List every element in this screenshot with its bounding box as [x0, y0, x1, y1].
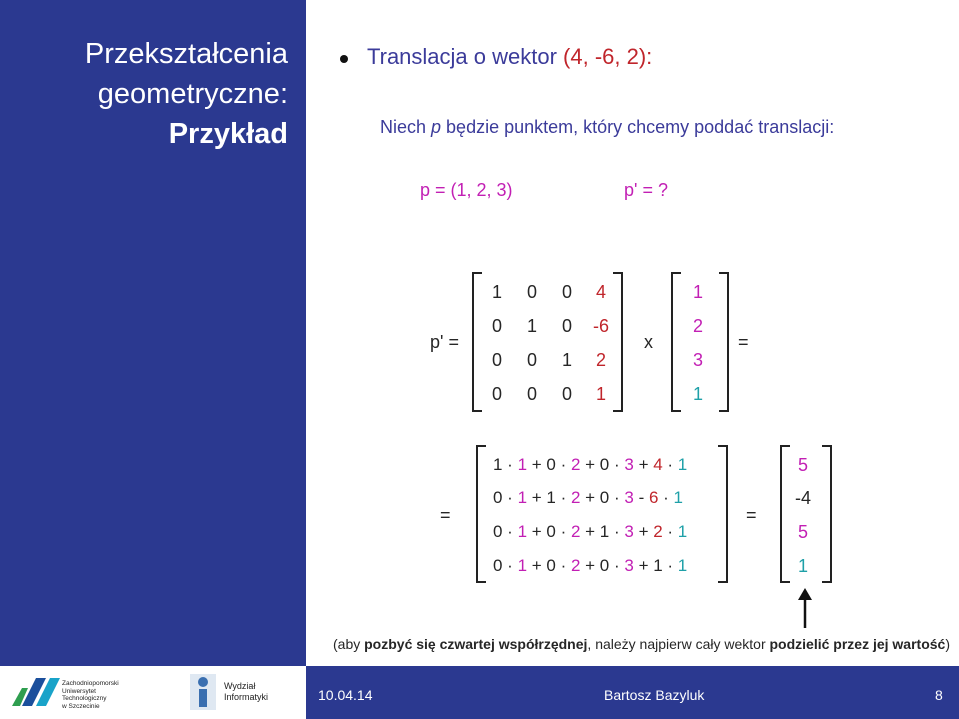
zut-line-4: w Szczecinie — [62, 702, 100, 710]
footer-author: Bartosz Bazyluk — [604, 687, 705, 703]
eq1-lhs: p' = — [430, 332, 459, 352]
expansion-part: + 0 · — [527, 455, 571, 474]
expansion-part: 2 — [653, 522, 663, 541]
footer-date: 10.04.14 — [318, 687, 373, 703]
matrix-cell: 0 — [526, 384, 537, 404]
expansion-row — [493, 522, 687, 542]
matrix-cell: 2 — [595, 350, 606, 370]
intro-var: p — [431, 117, 442, 137]
zut-line-2: Uniwersytet — [62, 687, 96, 695]
zut-line-3: Technologiczny — [62, 695, 107, 702]
expansion-part: + 0 · — [580, 488, 625, 507]
note-p1: (aby — [333, 636, 365, 652]
note-b1: pozbyć się czwartej współrzędnej — [364, 636, 588, 652]
expansion-part: + 1 · — [580, 522, 625, 541]
matrix-cell: 0 — [561, 384, 572, 404]
matrix-cell: 1 — [561, 350, 572, 370]
expansion-part: + 0 · — [580, 556, 625, 575]
arrow-up-icon — [795, 588, 815, 628]
expansion-part: + 0 · — [527, 522, 571, 541]
vector-cell: 2 — [692, 316, 703, 336]
matrix-cell: 1 — [491, 282, 502, 302]
expansion-part: 1 — [517, 488, 528, 507]
bullet-icon — [340, 55, 348, 63]
expansion-part: 2 — [570, 488, 581, 507]
title-line-2: geometryczne: — [97, 78, 288, 110]
wi-line-1: Wydział — [224, 681, 256, 691]
result-right-bracket — [822, 445, 832, 583]
matrix-cell: 1 — [526, 316, 537, 336]
result-cell: -4 — [794, 488, 811, 508]
wi-line-2: Informatyki — [224, 692, 269, 702]
expansion-part: 0 · — [493, 556, 518, 575]
slide-section-title — [8, 34, 288, 154]
title-line-3: Przykład — [168, 118, 288, 150]
expansion-part: 2 — [570, 455, 581, 474]
expansion-row — [493, 556, 687, 576]
vector-cell: 3 — [692, 350, 703, 370]
matrix-cell: 0 — [526, 350, 537, 370]
eq2-lhs: = — [440, 505, 451, 525]
matrix-cell: 0 — [561, 316, 572, 336]
expansion-part: 0 · — [493, 522, 518, 541]
vector-cell: 1 — [692, 282, 703, 302]
matrix-cell: -6 — [592, 316, 609, 336]
point-p-prime: p' = ? — [624, 180, 668, 200]
zut-logo-icon — [12, 676, 64, 708]
expansion-part: 3 — [624, 522, 634, 541]
expansion-part: 3 — [624, 488, 634, 507]
title-line-1: Przekształcenia — [84, 38, 288, 70]
note-p2: , należy najpierw cały wektor — [587, 636, 770, 652]
eq1-equals: = — [738, 332, 749, 352]
expansion-part: 6 — [648, 488, 659, 507]
matrix-cell: 4 — [595, 282, 606, 302]
heading-vector: (4, -6, 2): — [563, 44, 653, 69]
expansion-part: + — [633, 522, 654, 541]
expansion-part: + 1 · — [527, 488, 571, 507]
matrix-cell: 0 — [491, 350, 502, 370]
note-p3: ) — [945, 636, 950, 652]
matrix-cell: 1 — [595, 384, 606, 404]
expansion-part: 1 — [677, 556, 688, 575]
expansion-part: 1 — [517, 522, 528, 541]
logo-area — [0, 666, 306, 719]
expansion-part: 2 — [570, 556, 581, 575]
expansion-part: 3 — [624, 455, 634, 474]
expansion-part: · — [662, 522, 678, 541]
expansion-part: + — [633, 455, 654, 474]
note-b2: podzielić przez jej wartość — [769, 636, 946, 652]
matrix-cell: 0 — [526, 282, 537, 302]
expansion-right-bracket — [718, 445, 728, 583]
expansion-part: 4 — [653, 455, 663, 474]
expansion-part: 2 — [570, 522, 581, 541]
matrix-cell: 0 — [491, 384, 502, 404]
result-cell: 5 — [797, 455, 808, 475]
intro-text-2: będzie punktem, który chcemy poddać translacji: — [441, 117, 835, 137]
expansion-part: · — [662, 455, 678, 474]
sidebar — [0, 0, 306, 666]
eq2-equals: = — [746, 505, 757, 525]
matrix-cell: 0 — [491, 316, 502, 336]
zut-name — [62, 680, 119, 710]
expansion-part: 0 · — [493, 488, 518, 507]
result-cell: 5 — [797, 522, 808, 542]
times-sign: x — [644, 332, 653, 352]
expansion-part: · — [658, 488, 674, 507]
expansion-part: + 0 · — [527, 556, 571, 575]
expansion-part: 1 · — [493, 455, 518, 474]
expansion-part: + 1 · — [633, 556, 678, 575]
vector-left-bracket — [671, 272, 681, 412]
expansion-part: 1 — [517, 556, 528, 575]
page-number: 8 — [935, 687, 943, 703]
expansion-row — [493, 488, 683, 508]
wi-logo-icon — [190, 674, 216, 710]
expansion-part: 1 — [517, 455, 528, 474]
expansion-part: + 0 · — [580, 455, 625, 474]
wi-name — [224, 681, 268, 703]
expansion-part: 1 — [673, 488, 683, 507]
intro-line — [380, 117, 834, 138]
point-p: p = (1, 2, 3) — [420, 180, 513, 200]
expansion-part: 3 — [624, 556, 634, 575]
matrix-left-bracket — [472, 272, 482, 412]
expansion-row — [493, 455, 687, 475]
intro-text-1: Niech — [380, 117, 432, 137]
heading-label: Translacja o wektor — [367, 44, 564, 69]
matrix-cell: 0 — [561, 282, 572, 302]
expansion-part: - — [633, 488, 649, 507]
heading — [367, 44, 652, 70]
expansion-part: 1 — [677, 455, 688, 474]
footnote — [333, 636, 950, 652]
expansion-left-bracket — [476, 445, 486, 583]
result-cell: 1 — [797, 556, 808, 576]
expansion-part: 1 — [677, 522, 688, 541]
zut-line-1: Zachodniopomorski — [62, 680, 119, 687]
vector-right-bracket — [719, 272, 729, 412]
vector-cell: 1 — [692, 384, 703, 404]
